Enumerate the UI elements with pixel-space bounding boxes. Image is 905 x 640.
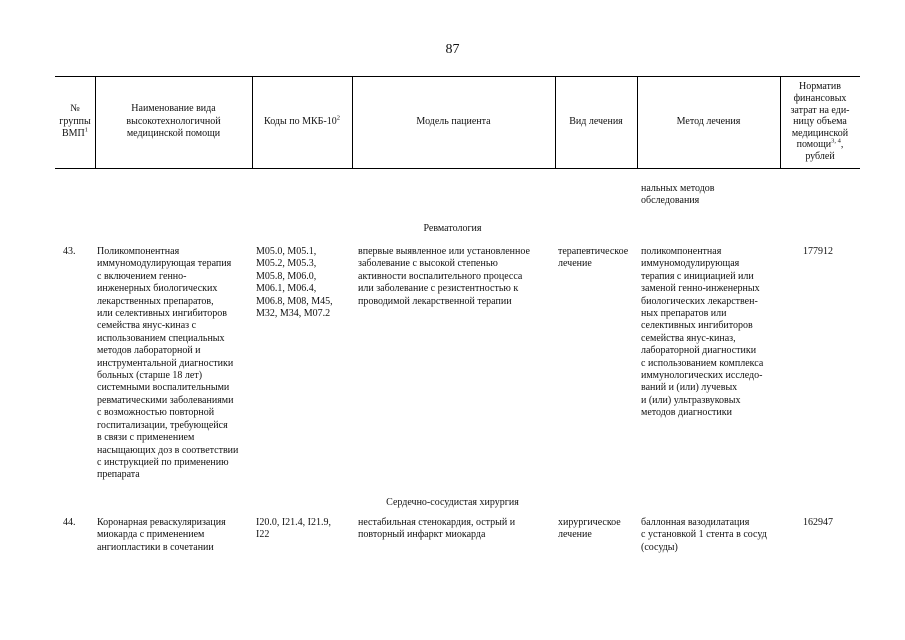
row-number: 43. <box>63 246 76 257</box>
header-icd-codes: Коды по МКБ-$10^2$ <box>264 114 340 127</box>
header-care-type-name: Наименование вида высокотехнологичной медицинской помощи <box>126 103 221 140</box>
section-title-rheumatology: Ревматология <box>423 223 482 234</box>
header-treatment-type: Вид лечения <box>569 115 623 127</box>
row-patient-model: нестабильная стенокардия, острый и повторный инфаркт миокарда <box>358 517 516 541</box>
row-treatment-type: хирургическое лечение <box>558 517 621 541</box>
header-patient-model: Модель пациента <box>416 115 491 127</box>
row-icd-codes: M05.0, M05.1, M05.2, M05.3, M05.8, M06.0, M06.1, M06.4, M06.8, M08, M45, M32, M34, M07.2 <box>256 246 333 320</box>
table-header-bottom-border <box>55 168 860 169</box>
section-title-cardiovascular-surgery: Сердечно-сосудистая хирургия <box>386 497 519 508</box>
row-care-type-name: Коронарная реваскуляризация миокарда с применением ангиопластики в сочетании <box>97 517 226 553</box>
continuation-method: нальных методов обследования <box>641 183 715 207</box>
row-cost-standard: 177912 <box>803 246 833 257</box>
header-treatment-method: Метод лечения <box>676 115 741 127</box>
row-treatment-method: баллонная вазодилатация с установкой 1 стента в сосуд (сосуды) <box>641 517 767 553</box>
row-number: 44. <box>63 517 76 528</box>
header-group-number: № группы ВМП$^1$ <box>59 103 91 140</box>
header-cost-standard: Норматив финансовых затрат на еди- ницу объема медицинской помощи$^{3, 4}$, рублей <box>790 81 850 162</box>
row-treatment-type: терапевтическое лечение <box>558 246 629 270</box>
page-number: 87 <box>445 42 460 57</box>
row-care-type-name: Поликомпонентная иммуномодулирующая терапия с включением генно- инженерных биологических лекарственных препаратов, или селективных ингибиторов семейства янус-киназ с использованием специальных методов лабораторной и инструментальной диагностики больных (старше 18 лет) системными воспалительными ревматическими заболеваниями с возможностью повторной госпитализации, требующейся в связи с применением насыщающих доз в соответствии с инструкцией по применению препарата <box>97 246 239 481</box>
row-treatment-method: поликомпонентная иммуномодулирующая терапия с инициацией или заменой генно-инженерных биологических лекарствен- ных препаратов или селективных ингибиторов семейства янус-киназ, лабораторной диагностики с использованием комплекса иммунологических исследо- ваний и (или) лучевых и (или) ультразвуковых методов диагностики <box>641 246 764 419</box>
row-patient-model: впервые выявленное или установленное заболевание с высокой степенью активности воспалительного процесса или заболевание с резистентностью к проводимой лекарственной терапии <box>358 246 530 307</box>
row-icd-codes: I20.0, I21.4, I21.9, I22 <box>256 517 331 541</box>
row-cost-standard: 162947 <box>803 517 833 528</box>
